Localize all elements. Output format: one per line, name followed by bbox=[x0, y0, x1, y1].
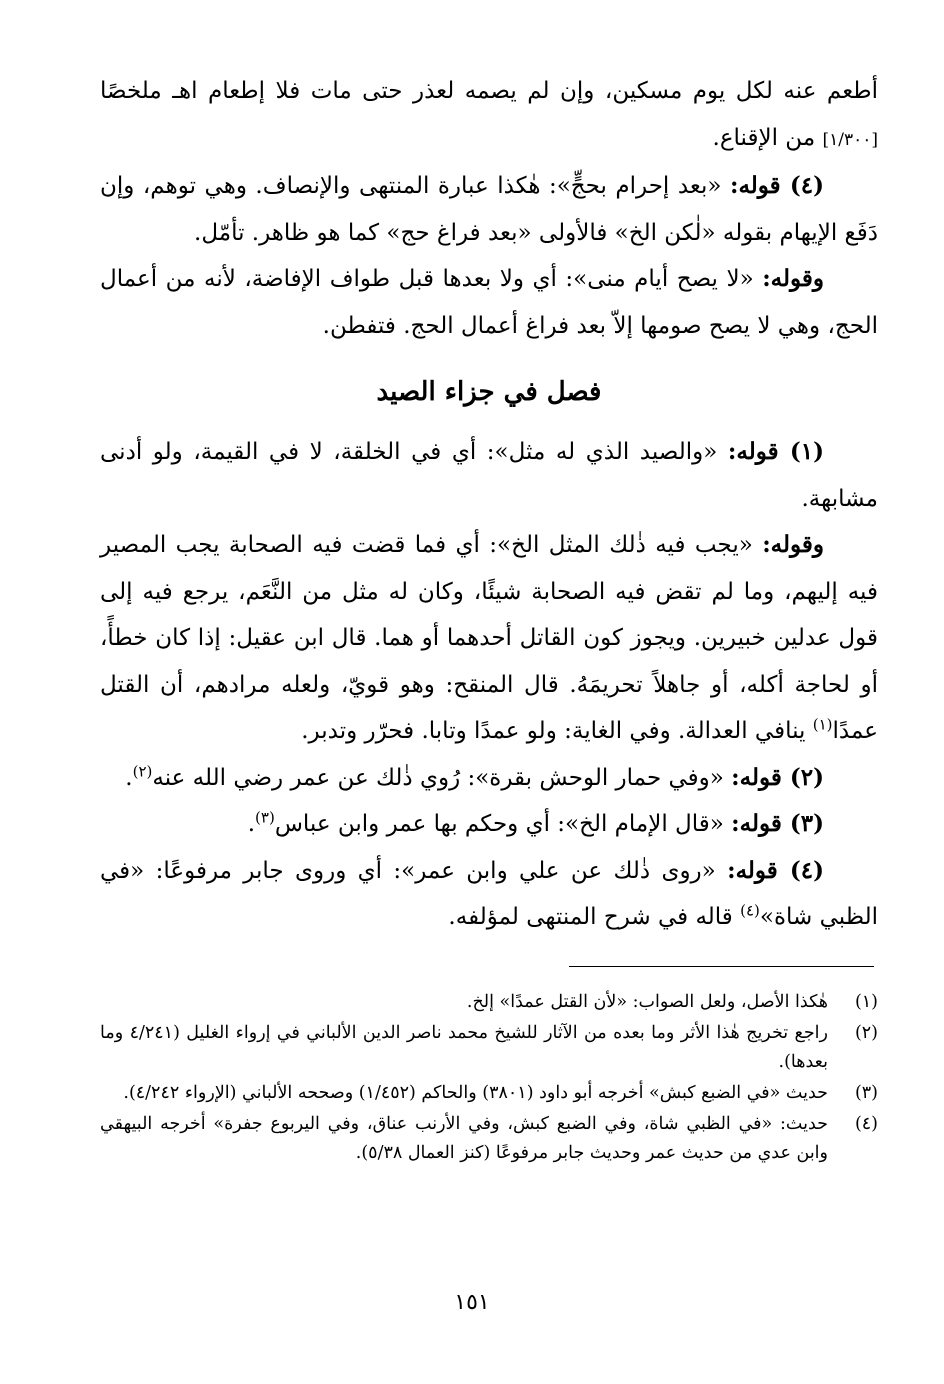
footnote-number: (١) bbox=[854, 992, 878, 1012]
footnote-ref-4[interactable]: (٤) bbox=[740, 901, 760, 920]
footnote-number: (٢) bbox=[854, 1023, 878, 1043]
paragraph-6-label: (٢) قوله: bbox=[731, 763, 824, 791]
footnote-text: حديث: «في الظبي شاة، وفي الضبع كبش، وفي الأرنب عناق، وفي اليربوع جفرة» أخرجه البيهقي وابن عدي من حديث عمر وحديث جابر مرفوعًا (كنز العمال ٥/٣٨). bbox=[100, 1114, 828, 1163]
paragraph-7-text: «قال الإمام الخ»: أي وحكم بها عمر وابن عباس bbox=[274, 811, 732, 837]
paragraph-5-text-b: ينافي العدالة. وفي الغاية: ولو عمدًا وتابا. فحرّر وتدبر. bbox=[301, 718, 813, 744]
paragraph-7-end: . bbox=[247, 811, 256, 837]
paragraph-8-text-b: قاله في شرح المنتهى لمؤلفه. bbox=[448, 904, 741, 930]
paragraph-8 bbox=[100, 848, 878, 941]
paragraph-7 bbox=[100, 801, 878, 848]
paragraph-1-end: من الإقناع. bbox=[712, 124, 816, 151]
footnote-ref-2[interactable]: (٢) bbox=[132, 761, 153, 780]
footnotes bbox=[100, 988, 878, 1170]
footnote-item bbox=[100, 1110, 878, 1168]
footnote-text: هٰكذا الأصل، ولعل الصواب: «لأن القتل عمدًا» إلخ. bbox=[466, 992, 828, 1012]
paragraph-2-label: (٤) قوله: bbox=[729, 172, 824, 199]
paragraph-8-text-a: «روى ذٰلك عن علي وابن عمر»: أي وروى جابر مرفوعًا: «في الظبي شاة» bbox=[100, 857, 878, 930]
main-text bbox=[100, 68, 878, 941]
paragraph-4 bbox=[100, 429, 878, 522]
paragraph-2 bbox=[100, 163, 878, 256]
footnote-ref-1[interactable]: (١) bbox=[812, 715, 833, 734]
footnote-separator bbox=[569, 966, 874, 967]
paragraph-4-label: (١) قوله: bbox=[727, 438, 824, 465]
section-heading: فصل في جزاء الصيد bbox=[376, 377, 602, 407]
footnote-ref-3[interactable]: (٣) bbox=[255, 808, 275, 827]
footnote-text: حديث «في الضبع كبش» أخرجه أبو داود (٣٨٠١) والحاكم (١/٤٥٢) وصححه الألباني (الإرواء ٤/٢٤٢). bbox=[123, 1083, 828, 1103]
footnote-number: (٤) bbox=[854, 1114, 878, 1134]
paragraph-5 bbox=[100, 522, 878, 755]
paragraph-1-text: أطعم عنه لكل يوم مسكين، وإن لم يصمه لعذر حتى مات فلا إطعام اهـ ملخصًا bbox=[100, 78, 878, 104]
paragraph-3-text: «لا يصح أيام منى»: أي ولا بعدها قبل طواف الإفاضة، لأنه من أعمال الحج، وهي لا يصح صومها إلاّ بعد فراغ أعمال الحج. فتفطن. bbox=[100, 266, 878, 339]
paragraph-1 bbox=[100, 68, 878, 163]
footnote-item bbox=[100, 988, 878, 1017]
page-reference: [١/٣٠٠] bbox=[822, 129, 878, 150]
footnote-item bbox=[100, 1079, 878, 1108]
paragraph-5-text-a: «يجب فيه ذٰلك المثل الخ»: أي فما قضت فيه الصحابة يجب المصير فيه إليهم، وما لم تقض فيه الصحابة شيئًا، وكان له مثل من النَّعَم، يرجع فيه إلى قول عدلين خبيرين. ويجوز كون القاتل أحدهما أو هما. قال ابن عقيل: إذا كان خطأً، أو لحاجة أكله، أو جاهلاً تحريمَهُ. قال المنقح: وهو قويّ، ولعله مرادهم، أن القتل عمدًا bbox=[100, 532, 878, 744]
page-number: ١٥١ bbox=[454, 1290, 490, 1315]
paragraph-6 bbox=[100, 755, 878, 802]
paragraph-3-label: وقوله: bbox=[762, 265, 824, 292]
paragraph-2-text: «بعد إحرام بحجٍّ»: هٰكذا عبارة المنتهى والإنصاف. وهي توهم، وإن دَفَع الإيهام بقوله «لٰكن الخ» فالأولى «بعد فراغ حج» كما هو ظاهر. تأمّل. bbox=[100, 173, 878, 246]
paragraph-7-label: (٣) قوله: bbox=[731, 810, 824, 837]
paragraph-8-label: (٤) قوله: bbox=[727, 856, 824, 884]
footnote-item bbox=[100, 1019, 878, 1077]
paragraph-5-label: وقوله: bbox=[762, 531, 824, 558]
footnote-text: راجع تخريج هٰذا الأثر وما بعده من الآثار للشيخ محمد ناصر الدين الألباني في إرواء الغليل (٤/٢٤١ وما بعدها). bbox=[100, 1023, 828, 1072]
paragraph-4-text: «والصيد الذي له مثل»: أي في الخلقة، لا في القيمة، ولو أدنى مشابهة. bbox=[100, 439, 878, 512]
paragraph-6-end: . bbox=[125, 764, 133, 791]
paragraph-3 bbox=[100, 256, 878, 349]
paragraph-6-text: «وفي حمار الوحش بقرة»: رُوي ذٰلك عن عمر رضي الله عنه bbox=[152, 764, 732, 791]
footnote-number: (٣) bbox=[854, 1083, 878, 1103]
